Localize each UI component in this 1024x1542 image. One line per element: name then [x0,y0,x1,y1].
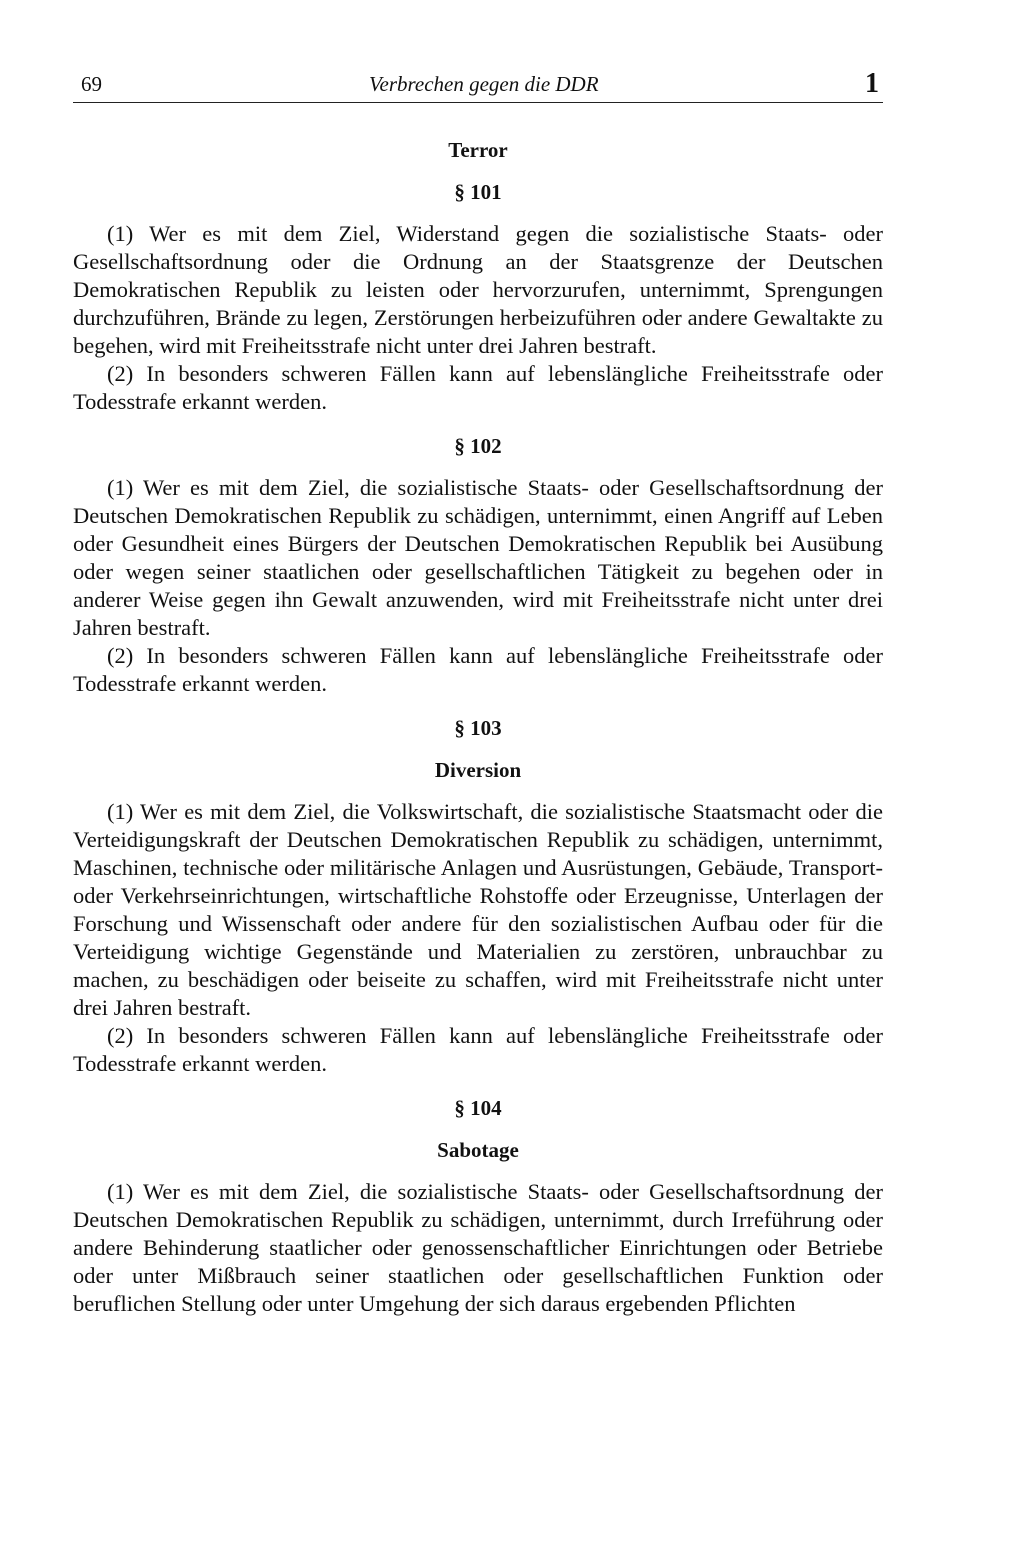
s104-paragraph-1: (1) Wer es mit dem Ziel, die sozialistische Staats- oder Gesellschaftsordnung der Deutschen Demokratischen Republik zu schädigen, unternimmt, durch Irreführung oder andere Behinderung staatlicher oder genossenschaftlicher Einrichtungen oder Betriebe oder unter Mißbrauch seiner staatlichen oder gesellschaftlichen Funktion oder beruflichen Stellung oder unter Umgehung der sich daraus ergebenden Pflichten [73,1179,883,1316]
chapter-number: 1 [865,68,879,99]
section-number-103: § 103 [454,716,502,740]
s102-paragraph-2: (2) In besonders schweren Fällen kann auf lebenslängliche Freiheitsstrafe oder Todesstrafe erkannt werden. [73,643,883,696]
section-title-diversion: Diversion [434,758,522,782]
s101-paragraph-1: (1) Wer es mit dem Ziel, Widerstand gegen die sozialistische Staats- oder Gesellschaftsordnung oder die Ordnung an der Staatsgrenze der Deutschen Demokratischen Republik zu leisten oder hervorzurufen, unternimmt, Sprengungen durchzuführen, Brände zu legen, Zerstörungen herbeizuführen oder andere Gewaltakte zu begehen, wird mit Freiheitsstrafe nicht unter drei Jahren bestraft. [73,221,883,358]
running-title: Verbrechen gegen die DDR [369,72,599,96]
page-header [73,68,883,103]
page-number: 69 [81,72,102,96]
section-number-101: § 101 [454,180,502,204]
section-title-terror: Terror [448,138,508,162]
s101-paragraph-2: (2) In besonders schweren Fällen kann auf lebenslängliche Freiheitsstrafe oder Todesstrafe erkannt werden. [73,361,883,414]
section-number-104: § 104 [454,1096,502,1120]
page-body [73,136,883,1318]
section-title-sabotage: Sabotage [437,1138,519,1162]
s103-paragraph-2: (2) In besonders schweren Fällen kann auf lebenslängliche Freiheitsstrafe oder Todesstrafe erkannt werden. [73,1023,883,1076]
section-number-102: § 102 [454,434,502,458]
s103-paragraph-1: (1) Wer es mit dem Ziel, die Volkswirtschaft, die sozialistische Staatsmacht oder die Verteidigungskraft der Deutschen Demokratischen Republik zu schädigen, unternimmt, Maschinen, technische oder militärische Anlagen und Ausrüstungen, Gebäude, Transport- oder Verkehrseinrichtungen, wirtschaftliche Rohstoffe oder Erzeugnisse, Unterlagen der Forschung und Wissenschaft oder andere für den sozialistischen Aufbau oder für die Verteidigung wichtige Gegenstände und Materialien zu zerstören, unbrauchbar zu machen, zu beschädigen oder beiseite zu schaffen, wird mit Freiheitsstrafe nicht unter drei Jahren bestraft. [73,799,883,1020]
s102-paragraph-1: (1) Wer es mit dem Ziel, die sozialistische Staats- oder Gesellschaftsordnung der Deutschen Demokratischen Republik zu schädigen, unternimmt, einen Angriff auf Leben oder Gesundheit eines Bürgers der Deutschen Demokratischen Republik bei Ausübung oder wegen seiner staatlichen oder gesellschaftlichen Tätigkeit zu begehen oder in anderer Weise gegen ihn Gewalt anzuwenden, wird mit Freiheitsstrafe nicht unter drei Jahren bestraft. [73,475,883,640]
